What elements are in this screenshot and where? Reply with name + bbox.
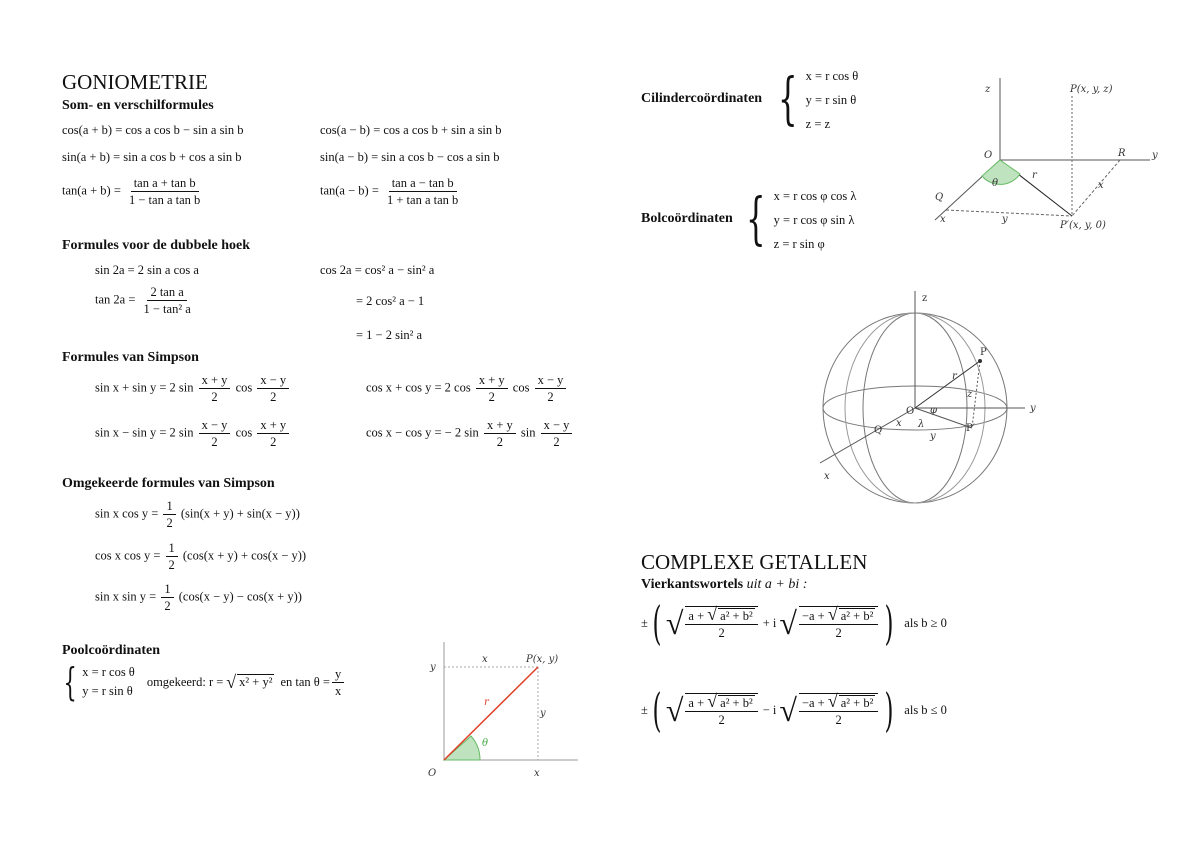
omg-1-rhs: (sin(x + y) + sin(x − y)): [180, 506, 300, 521]
simpson-2-frac-a: [476, 373, 508, 404]
formula-sin-diff: sin(a − b) = sin a cos b − cos a sin b: [320, 150, 500, 164]
simpson-4-frac-b: [541, 418, 573, 449]
omg-2-rhs: (cos(x + y) + cos(x − y)): [182, 548, 307, 563]
left-brace: {: [63, 660, 77, 704]
label-x-segment: x: [896, 418, 902, 429]
formula-root-negative: [641, 683, 947, 737]
open-paren: (: [652, 596, 662, 650]
pool-en-tan: en tan θ =: [280, 674, 330, 689]
label-x-axis: x: [940, 214, 946, 225]
inner-sqrt-symbol: √: [827, 604, 838, 624]
root1-fraction: [685, 693, 757, 727]
pool-fraction: [332, 667, 344, 698]
condition-b-negative: als b ≤ 0: [904, 702, 947, 717]
root2-denominator: 2: [835, 626, 842, 640]
label-r: r: [952, 371, 957, 382]
vertical-dashed: [972, 361, 980, 428]
label-Q: Q: [874, 425, 883, 436]
label-phi: φ: [930, 405, 938, 416]
frac-numerator: 1: [166, 541, 178, 557]
label-point-p: P(x, y): [526, 654, 559, 665]
close-paren: ): [884, 683, 894, 737]
simpson-2-frac-b: [535, 373, 567, 404]
frac-numerator: x + y: [476, 373, 508, 389]
cilinder-x: x = r cos θ: [805, 69, 859, 83]
left-brace: {: [746, 187, 766, 252]
close-paren: ): [884, 596, 894, 650]
point-P: [978, 359, 982, 363]
simpson-3-frac-a: [199, 418, 231, 449]
label-y-axis: y: [430, 662, 436, 673]
omg-2-lhs: cos x cos y =: [95, 548, 161, 563]
frac-numerator: 1: [163, 499, 175, 515]
sqrt-symbol: √: [665, 604, 684, 641]
frac-numerator: x − y: [257, 373, 289, 389]
simpson-2-mid: cos: [512, 380, 530, 395]
formula-cos2a-2: = 2 cos² a − 1: [356, 294, 425, 308]
root1-num-a: a +: [688, 696, 705, 710]
section-title-complexe-getallen: COMPLEXE GETALLEN: [641, 550, 868, 574]
formula-simpson-1: [95, 373, 291, 404]
heading-omgekeerde-simpson: Omgekeerde formules van Simpson: [62, 476, 275, 491]
subheading-vierkantswortels: [641, 577, 807, 593]
frac-denominator: 2: [270, 390, 277, 404]
condition-b-positive: als b ≥ 0: [904, 615, 947, 630]
formula-pool: [58, 660, 346, 704]
tan2a-denominator: 1 − tan² a: [143, 302, 191, 316]
root2-denominator: 2: [835, 713, 842, 727]
label-origin: O: [428, 768, 437, 779]
simpson-2-lhs: cos x + cos y = 2 cos: [366, 380, 471, 395]
label-P: P: [980, 347, 987, 358]
pool-x: x = r cos θ: [82, 665, 135, 679]
formula-cos2a-1: cos 2a = cos² a − sin² a: [320, 263, 435, 277]
radius-line: [444, 667, 538, 760]
spherical-coordinates-figure: [810, 283, 1050, 513]
simpson-4-lhs: cos x − cos y = − 2 sin: [366, 425, 479, 440]
frac-numerator: x − y: [541, 418, 573, 434]
tan2a-lhs: tan 2a =: [95, 292, 136, 307]
root1-numerator: [685, 604, 757, 625]
frac-denominator: 2: [553, 435, 560, 449]
frac-numerator: x − y: [535, 373, 567, 389]
root1-num-a: a +: [688, 609, 705, 623]
label-O: O: [906, 406, 915, 417]
label-x-axis: x: [824, 471, 830, 482]
dashed-from-R: [1072, 160, 1120, 216]
formula-omg-1: [95, 499, 300, 530]
label-theta: θ: [992, 178, 999, 189]
formula-tan-sum: [62, 176, 205, 207]
frac-denominator: 2: [211, 435, 218, 449]
label-x-side: x: [1098, 180, 1104, 191]
label-P-prime: P′: [966, 423, 975, 434]
label-theta: θ: [482, 738, 489, 749]
tan-diff-lhs: tan(a − b) =: [320, 183, 379, 198]
inner-sqrt-symbol: √: [827, 691, 838, 711]
label-r: r: [1032, 170, 1037, 181]
pool-radicand: x² + y²: [239, 675, 273, 689]
pool-omgekeerd: omgekeerd: r =: [146, 674, 224, 689]
heading-poolcoordinaten: Poolcoördinaten: [62, 643, 160, 658]
heading-dubbele-hoek: Formules voor de dubbele hoek: [62, 238, 250, 253]
frac-numerator: x + y: [257, 418, 289, 434]
formula-sin2a: sin 2a = 2 sin a cos a: [95, 263, 199, 277]
label-x-top: x: [482, 654, 488, 665]
frac-denominator: 2: [168, 558, 175, 572]
formula-omg-3: [95, 582, 302, 613]
root2-numerator: [799, 691, 878, 712]
x-axis: [820, 408, 915, 463]
simpson-4-frac-a: [484, 418, 516, 449]
root1-numerator: [685, 691, 757, 712]
omg-2-half: [166, 541, 178, 572]
inner-sqrt-symbol: √: [707, 691, 718, 711]
root2-num-a: −a +: [801, 609, 825, 623]
label-y-axis: y: [1030, 403, 1036, 414]
label-lambda: λ: [918, 419, 925, 430]
formula-cos-diff: cos(a − b) = cos a cos b + sin a sin b: [320, 123, 502, 137]
root2-num-a: −a +: [801, 696, 825, 710]
frac-denominator: 2: [496, 435, 503, 449]
root2-numerator: [799, 604, 878, 625]
simpson-3-frac-b: [257, 418, 289, 449]
root2-fraction: [799, 606, 878, 640]
formula-root-positive: [641, 596, 947, 650]
frac-denominator: 2: [488, 390, 495, 404]
inner-radicand: a² + b²: [720, 696, 753, 710]
simpson-1-frac-a: [199, 373, 231, 404]
root2-fraction: [799, 693, 878, 727]
frac-denominator: 2: [166, 516, 173, 530]
formula-omg-2: [95, 541, 306, 572]
vierkantswortels-rest: uit a + bi :: [743, 577, 808, 592]
formula-bol: [738, 184, 856, 256]
label-origin: O: [984, 150, 993, 161]
pool-y: y = r sin θ: [82, 684, 133, 698]
tan-diff-fraction: [384, 176, 461, 207]
sqrt-symbol: √: [779, 604, 797, 641]
formula-cos2a-3: = 1 − 2 sin² a: [356, 328, 423, 342]
cilinder-y: y = r sin θ: [805, 93, 857, 107]
vierkantswortels-label: Vierkantswortels: [641, 577, 744, 592]
formula-cilinder: [770, 64, 858, 136]
left-brace: {: [778, 67, 798, 132]
label-x-axis: x: [534, 768, 540, 779]
simpson-1-mid: cos: [235, 380, 253, 395]
label-y-right: y: [540, 708, 546, 719]
tan-sum-lhs: tan(a + b) =: [62, 183, 121, 198]
tan-diff-numerator: tan a − tan b: [389, 176, 457, 192]
formula-sin-sum: sin(a + b) = sin a cos b + cos a sin b: [62, 150, 242, 164]
label-Q: Q: [935, 192, 944, 203]
inner-radicand: a² + b²: [840, 696, 874, 710]
frac-denominator: x: [334, 683, 342, 698]
frac-numerator: y: [332, 667, 344, 683]
plus-i: + i: [762, 615, 777, 630]
simpson-1-lhs: sin x + sin y = 2 sin: [95, 380, 194, 395]
omg-1-half: [163, 499, 175, 530]
inner-radicand: a² + b²: [840, 609, 874, 623]
formula-simpson-2: [366, 373, 568, 404]
bol-system: [774, 184, 857, 256]
frac-denominator: 2: [211, 390, 218, 404]
frac-denominator: 2: [270, 435, 277, 449]
formula-simpson-3: [95, 418, 291, 449]
tan2a-fraction: [141, 285, 194, 316]
sqrt-symbol: √: [779, 691, 797, 728]
bol-z: z = r sin φ: [773, 237, 825, 251]
section-title-goniometrie: GONIOMETRIE: [62, 70, 208, 94]
simpson-3-mid: cos: [235, 425, 253, 440]
plus-minus: ±: [641, 615, 648, 630]
formula-tan-diff: [320, 176, 463, 207]
bol-y: y = r cos φ sin λ: [773, 213, 855, 227]
bol-x: x = r cos φ cos λ: [773, 189, 857, 203]
frac-denominator: 2: [164, 599, 171, 613]
label-r: r: [484, 697, 489, 708]
label-z-segment: z: [967, 389, 973, 400]
sqrt-symbol: √: [226, 671, 237, 692]
label-z: z: [985, 84, 991, 95]
omg-3-rhs: (cos(x − y) − cos(x + y)): [178, 589, 302, 604]
formula-simpson-4: [366, 418, 574, 449]
formula-cos-sum: cos(a + b) = cos a cos b − sin a sin b: [62, 123, 244, 137]
tan-sum-denominator: 1 − tan a tan b: [129, 193, 201, 207]
tan2a-numerator: 2 tan a: [147, 285, 186, 301]
label-bolcoordinaten: Bolcoördinaten: [641, 211, 733, 226]
frac-numerator: x − y: [199, 418, 231, 434]
simpson-1-frac-b: [257, 373, 289, 404]
simpson-4-mid: sin: [520, 425, 536, 440]
omg-3-lhs: sin x sin y =: [95, 589, 157, 604]
tan-sum-fraction: [126, 176, 203, 207]
inner-sqrt-symbol: √: [707, 604, 718, 624]
label-y-segment: y: [930, 431, 936, 442]
tan-diff-denominator: 1 + tan a tan b: [387, 193, 459, 207]
frac-denominator: 2: [547, 390, 554, 404]
omg-3-half: [161, 582, 173, 613]
label-cilindercoordinaten: Cilindercoördinaten: [641, 91, 763, 106]
label-y-segment: y: [1002, 214, 1008, 225]
label-point: P(x, y, z): [1070, 84, 1113, 95]
frac-numerator: x + y: [484, 418, 516, 434]
heading-som-verschil: Som- en verschilformules: [62, 98, 214, 113]
formula-tan2a: [95, 285, 196, 316]
cilinder-system: [806, 64, 859, 136]
omg-1-lhs: sin x cos y =: [95, 506, 159, 521]
radius-line: [915, 361, 980, 408]
simpson-3-lhs: sin x − sin y = 2 sin: [95, 425, 194, 440]
theta-angle-arc: [982, 160, 1020, 184]
open-paren: (: [652, 683, 662, 737]
sqrt-symbol: √: [665, 691, 684, 728]
polar-coordinates-figure: [420, 640, 580, 795]
label-R: R: [1118, 148, 1126, 159]
root1-fraction: [685, 606, 757, 640]
pool-system: [82, 663, 135, 701]
cylindrical-coordinates-figure: [930, 76, 1170, 236]
theta-angle-arc: [444, 736, 480, 760]
frac-numerator: x + y: [199, 373, 231, 389]
dashed-to-projection: [946, 210, 1072, 216]
label-y-axis: y: [1152, 150, 1158, 161]
frac-numerator: 1: [161, 582, 173, 598]
heading-simpson: Formules van Simpson: [62, 350, 199, 365]
inner-radicand: a² + b²: [720, 609, 753, 623]
root1-denominator: 2: [718, 713, 725, 727]
plus-minus: ±: [641, 702, 648, 717]
label-z-axis: z: [922, 293, 928, 304]
cilinder-z: z = z: [805, 117, 831, 131]
tan-sum-numerator: tan a + tan b: [131, 176, 199, 192]
label-projection: P′(x, y, 0): [1060, 220, 1106, 231]
minus-i: − i: [762, 702, 777, 717]
root1-denominator: 2: [718, 626, 725, 640]
